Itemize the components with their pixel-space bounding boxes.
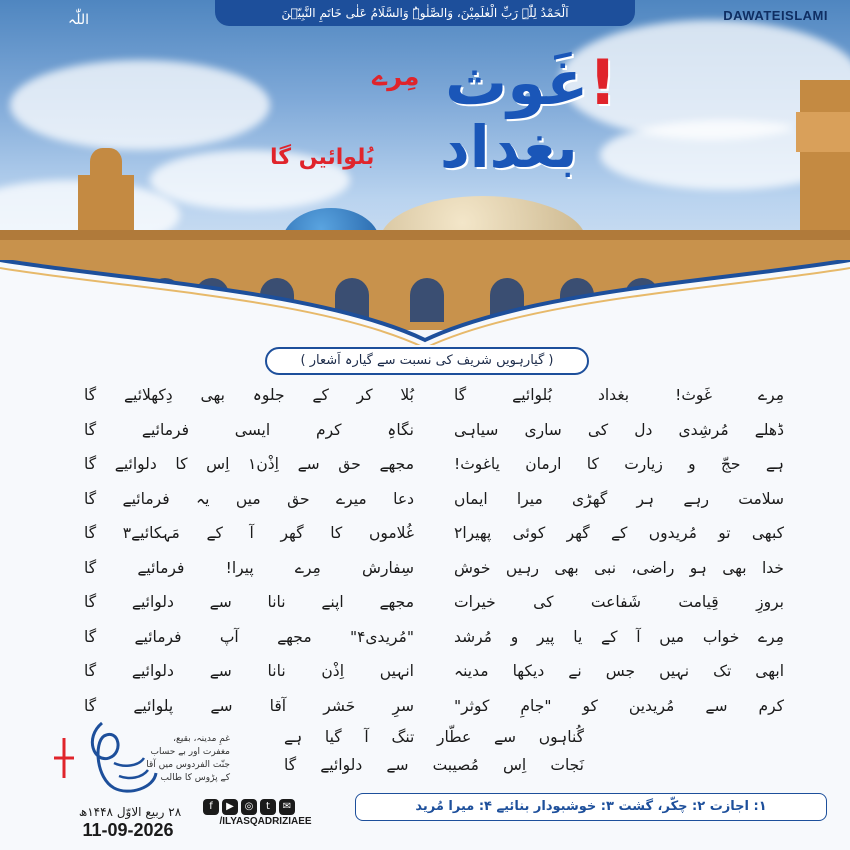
youtube-icon[interactable]: ▶ — [222, 799, 238, 815]
dua-line: مغفرت اور بے حساب — [150, 747, 230, 757]
title-main — [445, 46, 617, 119]
verse: نگاہِ کرم ایسی فرمائیے گا — [84, 420, 414, 439]
title-ghaus: غَوث — [445, 46, 589, 119]
twitter-icon[interactable]: t — [260, 799, 276, 815]
verse: کبھی تو مُریدوں کے گھر کوئی پھیرا۲ — [454, 524, 784, 543]
verse: ڈھلے مُرشِدی دل کی ساری سیاہی — [454, 420, 784, 439]
verse: مِرے غَوث! بغداد بُلوائیے گا — [454, 386, 784, 405]
wave-divider — [0, 260, 850, 350]
poem-row — [84, 585, 784, 620]
poem-row — [84, 447, 784, 482]
footnotes: ۱: اجازت ۲: چکّر، گشت ۳: خوشبودار بنائیے ۴: میرا مُرید — [355, 793, 827, 821]
verse: مجھے اپنے نانا سے دلوائیے گا — [84, 593, 414, 612]
poem-row — [84, 413, 784, 448]
title-bang: ! — [588, 46, 617, 119]
verse: غُلاموں کا گھر آ کے مَہکائیے۳ گا — [84, 524, 415, 543]
dua-text — [130, 733, 230, 785]
verse: مجھے حق سے اِذْن۱ اِس کا دلوائیے گا — [84, 455, 414, 474]
verse: "مُریدی۴" مجھے آپ فرمائیے گا — [84, 627, 414, 646]
verse: سلامت رہے ہر گھڑی میرا ایماں — [454, 489, 784, 508]
dua-line: غمِ مدینہ، بقیع، — [173, 734, 230, 744]
verse: سِفارش مِرے پیرا! فرمائیے گا — [84, 558, 414, 577]
poem — [84, 378, 784, 779]
poem-row — [84, 689, 784, 724]
verse: بروزِ قِیامت شَفاعت کی خیرات — [454, 593, 784, 612]
dua-line: جنّت الفردوس میں آقا — [146, 760, 230, 770]
telegram-icon[interactable]: ✉ — [279, 799, 295, 815]
poem-row — [84, 378, 784, 413]
gregorian-date: 11-09-2026 — [82, 820, 174, 840]
hijri-date: ۲۸ ربیع الاوّل ۱۴۴۸ھ — [78, 805, 182, 819]
dua-line: کے پڑوس کا طالب — [160, 773, 230, 783]
poem-row — [84, 482, 784, 517]
verse: کرم سے مُریدین کو "جامِ کوثر" — [454, 696, 784, 715]
verse: ہے حجّ و زیارت کا ارمان یاغوث! — [454, 455, 784, 474]
top-banner: اَلْحَمْدُ لِلّٰہِ رَبِّ الْعٰلَمِیْنَ، وَالصَّلٰوۃُ وَالسَّلَامُ عَلٰی خَاتَمِ النَّبِیّٖنَ — [215, 0, 635, 26]
poem-heading: ( گیارہویں شریف کی نسبت سے گیارہ اَشعار ) — [265, 347, 589, 375]
social-handle: /ILYASQADRIZIAEE — [219, 816, 312, 827]
social-icons — [203, 794, 323, 814]
allah-calligraphy: اللّٰہ — [68, 12, 89, 28]
instagram-icon[interactable]: ◎ — [241, 799, 257, 815]
verse: سرِ حَشر آقا سے پلوائیے گا — [84, 696, 414, 715]
title-small: مِرے — [372, 62, 420, 92]
poem-row — [84, 620, 784, 655]
poem-row — [84, 551, 784, 586]
verse: انہیں اِذْن نانا سے دلوائیے گا — [84, 662, 414, 681]
verse: ابھی تک نہیں جس نے دیکھا مدینہ — [454, 662, 784, 681]
poem-row — [84, 654, 784, 689]
facebook-icon[interactable]: f — [203, 799, 219, 815]
verse: بُلا کر کے جلوہ بھی دِکھلائیے گا — [84, 386, 414, 405]
left-minaret-top — [90, 148, 122, 182]
title-baghdad: بغداد — [440, 113, 578, 181]
poem-row — [84, 516, 784, 551]
right-minaret-clock — [796, 112, 850, 152]
brand-logo: DAWATEISLAMI — [723, 8, 828, 23]
verse: نَجات اِس مُصیبت سے دلوائیے گا — [284, 756, 584, 774]
verse: دعا میرے حق میں یہ فرمائیے گا — [84, 489, 414, 508]
verse: مِرے خواب میں آ کے یا پیر و مُرشد — [454, 627, 784, 646]
verse: گُناہوں سے عطّار تنگ آ گیا ہے — [284, 728, 584, 746]
verse: خدا بھی ہو راضی، نبی بھی رہیں خوش — [454, 558, 784, 577]
title-bulwaiye: بُلوائیں گا — [270, 145, 375, 170]
